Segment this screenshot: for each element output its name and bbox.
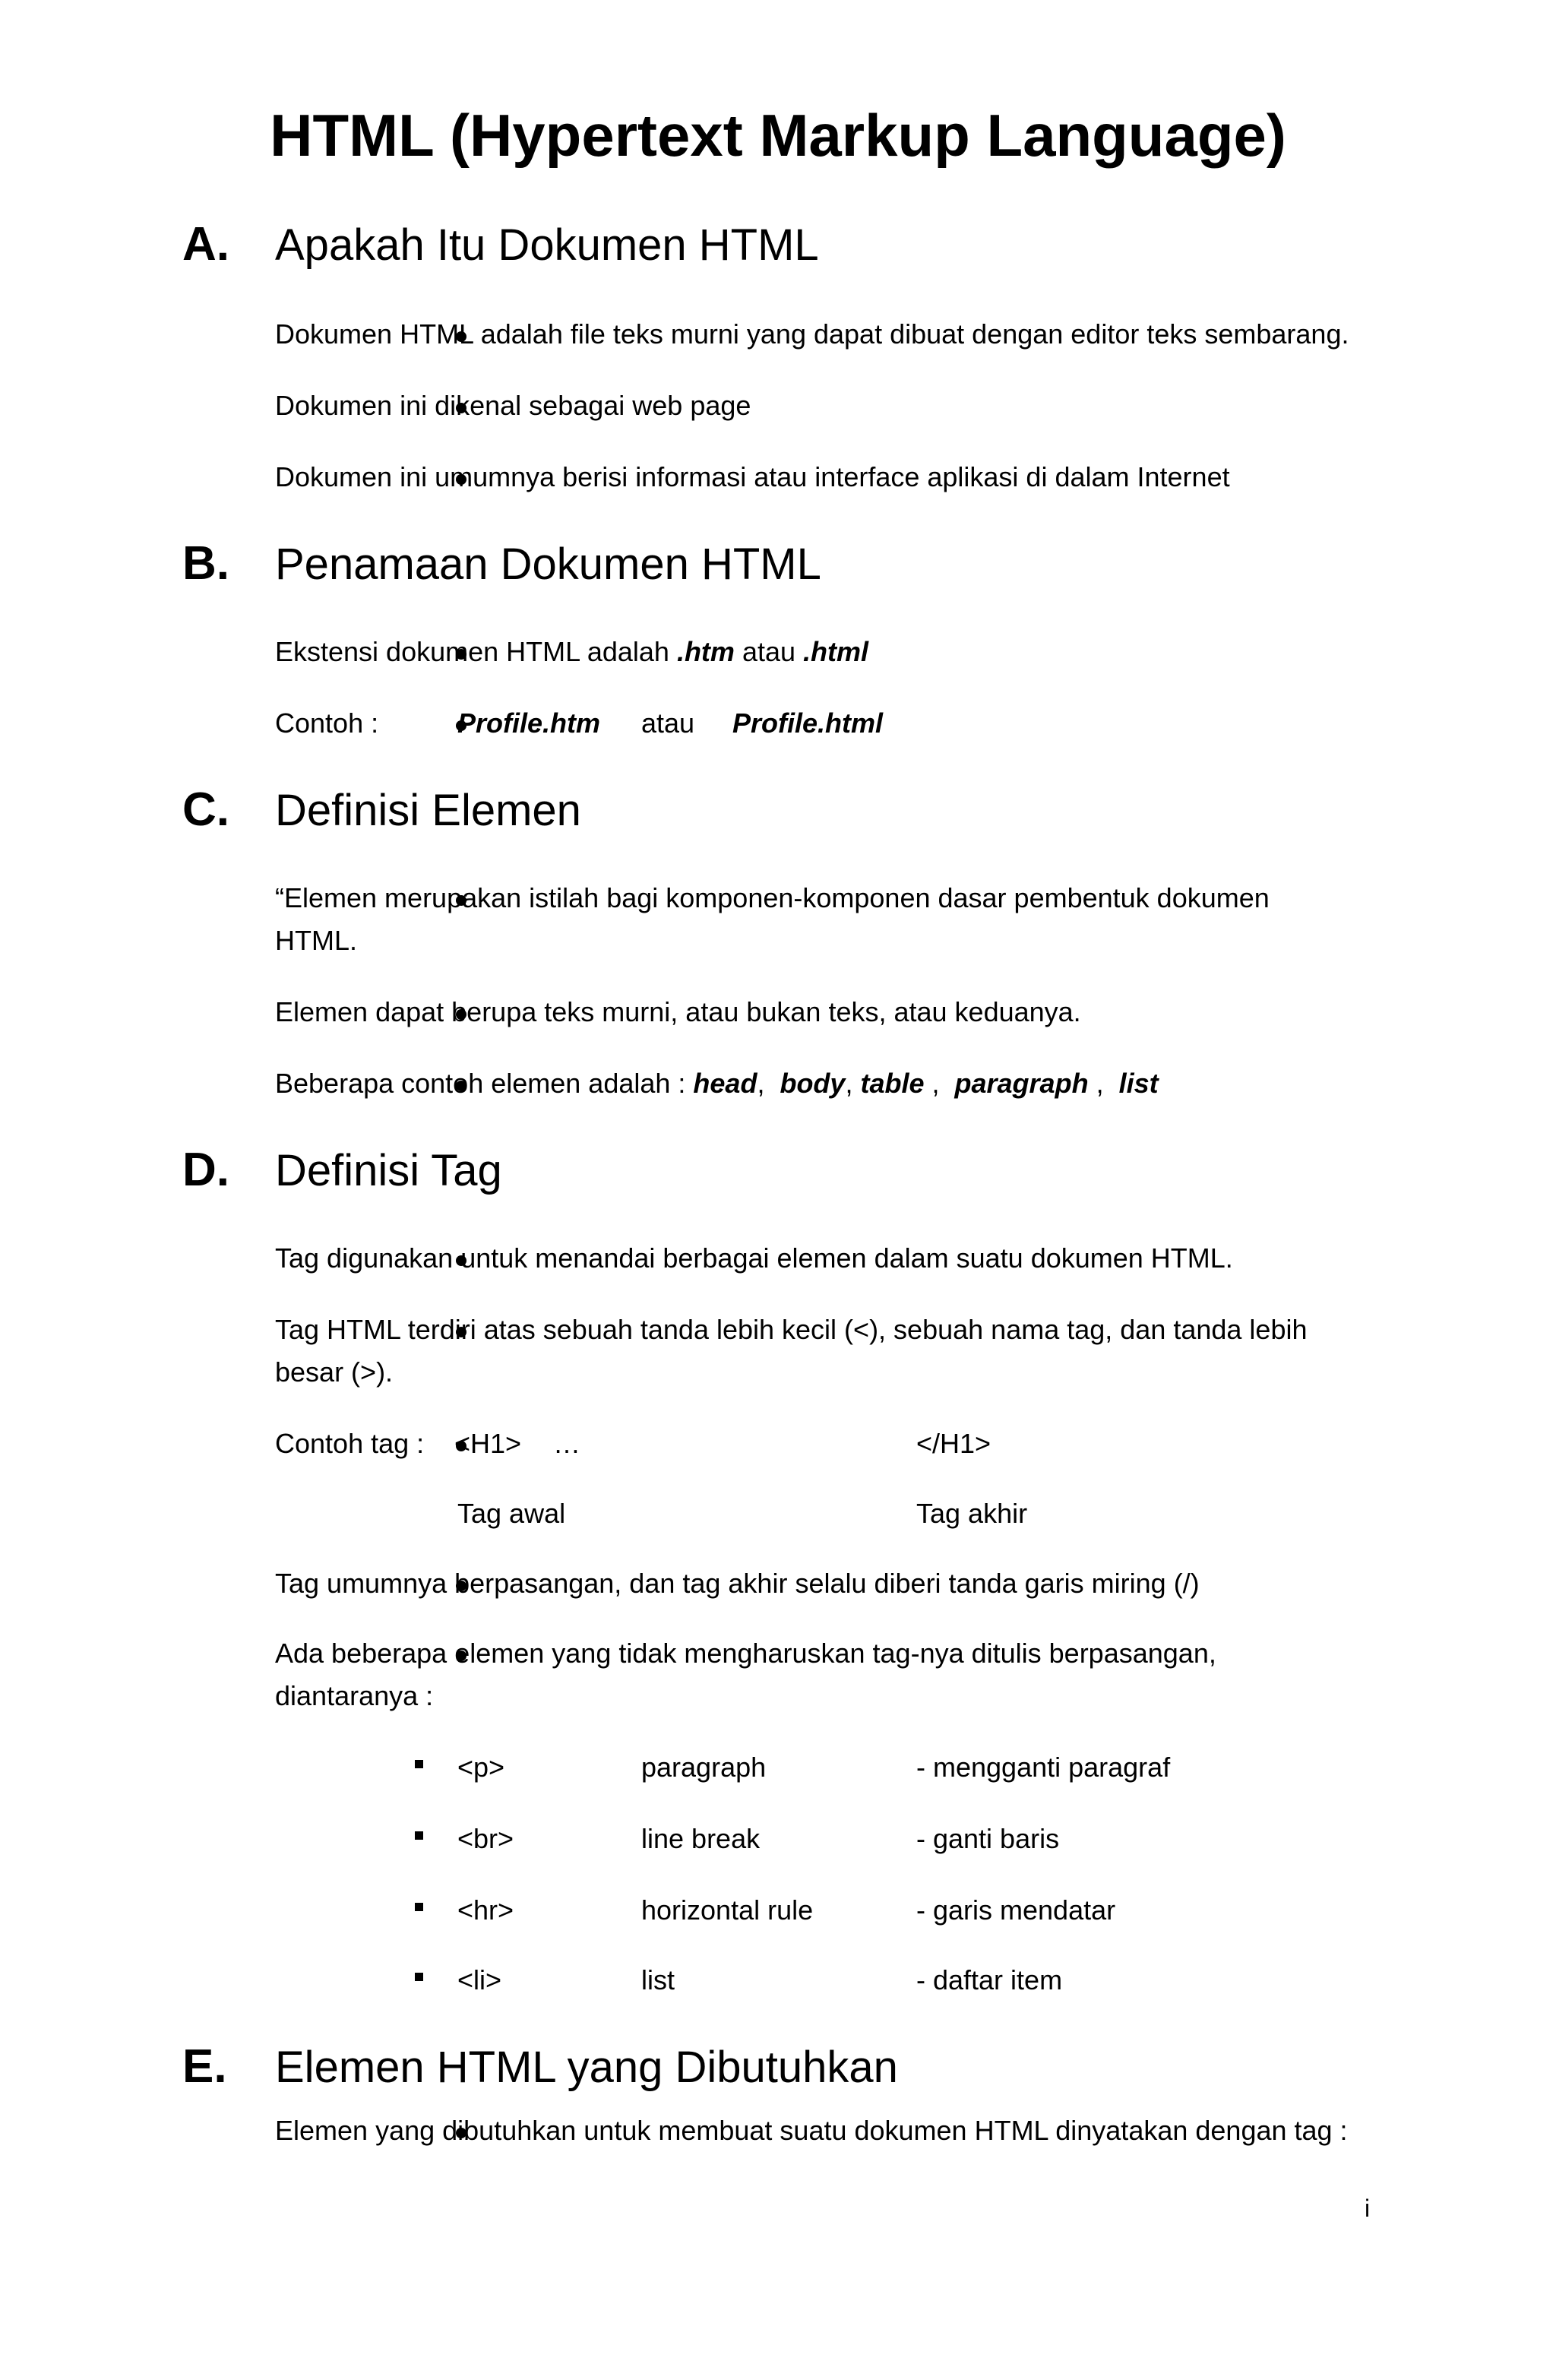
document-title: HTML (Hypertext Markup Language): [270, 102, 1286, 169]
square-bullet-icon: [415, 1760, 423, 1768]
open-tag: <H1>: [454, 1428, 522, 1459]
page-number: i: [1365, 2195, 1371, 2222]
section-e-heading: [182, 2037, 898, 2097]
example-file-htm: Profile.htm: [457, 707, 601, 739]
list-item-text: Dokumen ini umumnya berisi informasi atau interface aplikasi di dalam Internet: [275, 461, 1230, 492]
section-letter: E.: [182, 2040, 227, 2093]
section-title: Elemen HTML yang Dibutuhkan: [275, 2043, 898, 2092]
example-element: table: [860, 1068, 925, 1099]
list-item-text: Ekstensi dokumen HTML adalah .htm atau .html: [275, 636, 869, 667]
list-item-text: Dokumen HTML adalah file teks murni yang dapat dibuat dengan editor teks sembarang.: [275, 318, 1349, 350]
section-title: Apakah Itu Dokumen HTML: [275, 220, 819, 270]
list-item-text: Dokumen ini dikenal sebagai web page: [275, 390, 751, 421]
list-item-text: Elemen yang dibutuhkan untuk membuat suatu dokumen HTML dinyatakan dengan tag :: [275, 2115, 1348, 2146]
section-title: Definisi Elemen: [275, 786, 581, 835]
example-file-html: Profile.html: [732, 707, 884, 739]
section-letter: D.: [182, 1144, 229, 1196]
section-letter: C.: [182, 783, 229, 836]
tag-name: <hr>: [457, 1894, 514, 1926]
section-b-heading: [182, 533, 821, 594]
section-letter: B.: [182, 537, 229, 590]
extension-html: .html: [803, 636, 869, 667]
section-letter: A.: [182, 218, 229, 271]
section-a-heading: [182, 214, 819, 275]
open-tag-caption: Tag awal: [457, 1498, 566, 1529]
list-item-text: Beberapa contoh elemen adalah : head, body, table , paragraph , list: [275, 1068, 1159, 1099]
section-d-heading: [182, 1140, 502, 1201]
extension-htm: .htm: [676, 636, 735, 667]
list-item-text: Tag HTML terdiri atas sebuah tanda lebih kecil (<), sebuah nama tag, dan tanda lebih besar (>).: [275, 1314, 1308, 1388]
example-label: Contoh :: [275, 707, 379, 739]
tag-meaning: horizontal rule: [641, 1894, 814, 1926]
close-tag: </H1>: [916, 1428, 991, 1459]
list-item-text: Elemen dapat berupa teks murni, atau bukan teks, atau keduanya.: [275, 996, 1081, 1027]
example-element: head: [693, 1068, 757, 1099]
tag-description: - mengganti paragraf: [916, 1752, 1171, 1783]
square-bullet-icon: [415, 1831, 423, 1840]
close-tag-caption: Tag akhir: [916, 1498, 1028, 1529]
example-element: list: [1118, 1068, 1159, 1099]
section-c-heading: [182, 780, 581, 840]
example-or: atau: [641, 707, 695, 739]
tag-description: - ganti baris: [916, 1823, 1060, 1854]
tag-meaning: list: [641, 1964, 675, 1995]
square-bullet-icon: [415, 1903, 423, 1911]
tag-description: - garis mendatar: [916, 1894, 1116, 1926]
tag-meaning: line break: [641, 1823, 761, 1854]
section-title: Definisi Tag: [275, 1146, 502, 1195]
example-element: paragraph: [954, 1068, 1089, 1099]
list-item-text: “Elemen merupakan istilah bagi komponen-komponen dasar pembentuk dokumen HTML.: [275, 882, 1270, 956]
list-item-text: Tag umumnya berpasangan, dan tag akhir selalu diberi tanda garis miring (/): [275, 1568, 1200, 1599]
list-item-text: Ada beberapa elemen yang tidak mengharuskan tag-nya ditulis berpasangan, diantaranya :: [275, 1638, 1216, 1711]
tag-meaning: paragraph: [641, 1752, 767, 1783]
tag-name: <p>: [457, 1752, 505, 1783]
ellipsis: …: [553, 1428, 580, 1459]
tag-example-label: Contoh tag :: [275, 1428, 425, 1459]
example-element: body: [780, 1068, 846, 1099]
section-title: Penamaan Dokumen HTML: [275, 540, 821, 589]
tag-name: <br>: [457, 1823, 514, 1854]
tag-description: - daftar item: [916, 1964, 1063, 1995]
list-item-text: Tag digunakan untuk menandai berbagai elemen dalam suatu dokumen HTML.: [275, 1242, 1233, 1274]
tag-name: <li>: [457, 1964, 502, 1995]
square-bullet-icon: [415, 1973, 423, 1981]
